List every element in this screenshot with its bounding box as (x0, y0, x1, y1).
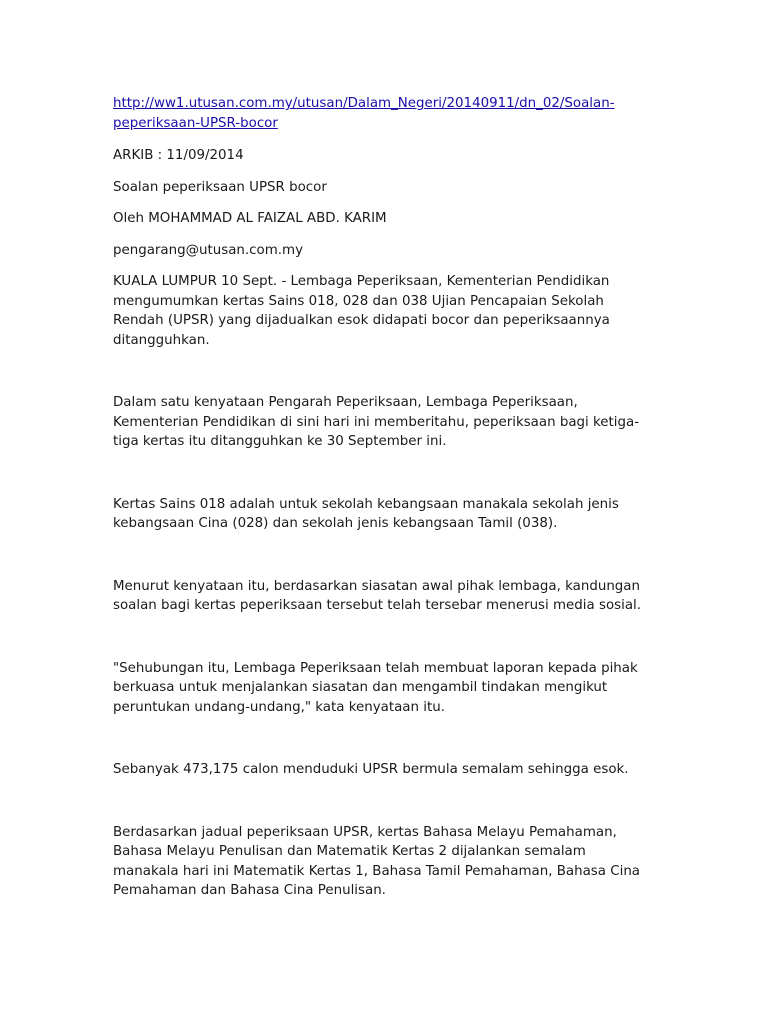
paragraph-5: "Sehubungan itu, Lembaga Peperiksaan telah membuat laporan kepada pihak berkuasa untuk menjalankan siasatan dan mengambil tindakan mengikut peruntukan undang-undang," kata kenyataan itu. (113, 660, 638, 715)
paragraph-1: KUALA LUMPUR 10 Sept. - Lembaga Peperiksaan, Kementerian Pendidikan mengumumkan kertas Sains 018, 028 dan 038 Ujian Pencapaian Sekolah Rendah (UPSR) yang dijadualkan esok didapati bocor dan peperiksaannya ditangguhkan. (113, 274, 610, 348)
paragraph-7: Berdasarkan jadual peperiksaan UPSR, kertas Bahasa Melayu Pemahaman, Bahasa Melayu Penulisan dan Matematik Kertas 2 dijalankan semalam manakala hari ini Matematik Kertas 1, Bahasa Tamil Pemahaman, Bahasa Cina Pemahaman dan Bahasa Cina Penulisan. (113, 824, 641, 898)
headline: Soalan peperiksaan UPSR bocor (113, 179, 327, 195)
author-email: pengarang@utusan.com.my (113, 242, 303, 258)
byline: Oleh MOHAMMAD AL FAIZAL ABD. KARIM (113, 211, 387, 226)
paragraph-6: Sebanyak 473,175 calon menduduki UPSR bermula semalam sehingga esok. (113, 762, 629, 777)
source-url-line-2: peperiksaan-UPSR-bocor (113, 115, 278, 131)
archive-date: ARKIB : 11/09/2014 (113, 148, 244, 163)
paragraph-4: Menurut kenyataan itu, berdasarkan siasatan awal pihak lembaga, kandungan soalan bagi kertas peperiksaan tersebut telah tersebar menerusi media sosial. (113, 578, 642, 613)
paragraph-3: Kertas Sains 018 adalah untuk sekolah kebangsaan manakala sekolah jenis kebangsaan Cina (028) dan sekolah jenis kebangsaan Tamil (038). (113, 496, 619, 531)
paragraph-2: Dalam satu kenyataan Pengarah Peperiksaan, Lembaga Peperiksaan, Kementerian Pendidikan di sini hari ini memberitahu, peperiksaan bagi ketiga-tiga kertas itu ditangguhkan ke 30 September ini. (113, 395, 640, 449)
source-url-link[interactable] (113, 94, 643, 133)
source-url-line-1: http://ww1.utusan.com.my/utusan/Dalam_Negeri/20140911/dn_02/Soalan- (113, 96, 615, 111)
document-page (113, 94, 643, 944)
